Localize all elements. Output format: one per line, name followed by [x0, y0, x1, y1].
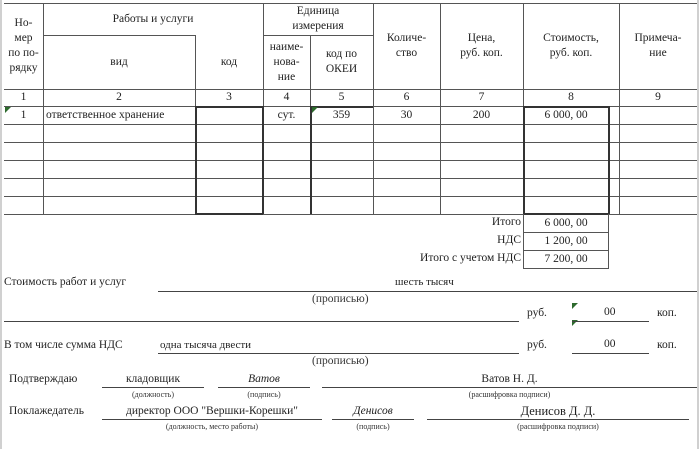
table-row[interactable]: [4, 160, 697, 178]
confirm-signature-hint: (подпись): [247, 389, 281, 399]
header-cost-line: Стоимость,: [543, 32, 599, 44]
depositor-label: Поклажедатель: [9, 405, 85, 417]
column-index: 2: [116, 91, 122, 103]
row-unit[interactable]: сут.: [277, 108, 296, 121]
header-unit-name-line: ние: [277, 70, 296, 83]
confirm-name[interactable]: Ватов Н. Д.: [481, 373, 538, 385]
table-row[interactable]: [4, 142, 697, 160]
row-price[interactable]: 200: [472, 108, 491, 121]
vat-rub-label: руб.: [527, 339, 547, 351]
header-works-type: вид: [110, 55, 128, 68]
header-unit-name-line: нова-: [273, 55, 300, 68]
cost-words-label: Стоимость работ и услуг: [4, 276, 127, 288]
page-left-edge: [0, 0, 2, 449]
header-price: [440, 3, 523, 89]
header-price-line: руб. коп.: [460, 47, 503, 59]
header-number-line: рядку: [9, 62, 38, 74]
cost-words-value[interactable]: шесть тысяч: [395, 276, 454, 288]
column-index: 7: [478, 91, 485, 103]
header-quantity-line: ство: [395, 47, 418, 59]
column-index: 4: [283, 91, 290, 103]
column-index: 6: [403, 91, 410, 103]
header-unit-group-line: измерения: [292, 20, 344, 32]
vat-kop-label: коп.: [657, 339, 677, 351]
column-index: 9: [655, 91, 661, 103]
header-price-line: Цена,: [467, 32, 496, 44]
cost-words-hint: (прописью): [312, 293, 369, 305]
row-okei[interactable]: 359: [332, 108, 351, 121]
header-note: [619, 3, 697, 89]
cost-rub-label: руб.: [527, 307, 547, 319]
confirm-label: Подтверждаю: [9, 373, 78, 385]
row-cost[interactable]: 6 000, 00: [544, 108, 588, 121]
header-cost: [523, 3, 619, 89]
header-unit-okei: [310, 35, 373, 89]
header-unit-group: [263, 3, 373, 35]
row-quantity[interactable]: 30: [400, 108, 413, 121]
vat-words-hint: (прописью): [312, 355, 369, 367]
confirm-name-hint: (расшифровка подписи): [468, 389, 551, 399]
header-unit-group-line: Единица: [296, 5, 340, 17]
vat-words-label: В том числе сумма НДС: [4, 339, 123, 351]
header-works-group: Работы и услуги: [112, 12, 194, 25]
header-number-line: по по-: [8, 47, 39, 59]
total-label: Итого: [491, 216, 521, 228]
column-index: 8: [568, 91, 574, 103]
depositor-signature[interactable]: Денисов: [353, 405, 393, 417]
header-unit-okei-line: ОКЕИ: [325, 63, 358, 75]
confirm-position-hint: (должность): [132, 389, 174, 399]
page-right-edge: [697, 0, 699, 449]
depositor-signature-hint: (подпись): [356, 421, 390, 431]
row-work-code[interactable]: [195, 106, 263, 124]
vat-label: НДС: [497, 234, 521, 246]
header-note-line: Примеча-: [634, 32, 682, 44]
depositor-position-hint: (должность, место работы): [165, 421, 259, 431]
column-index: 1: [20, 91, 27, 103]
row-note[interactable]: [619, 106, 697, 124]
depositor-name-hint: (расшифровка подписи): [517, 421, 599, 431]
header-unit-name: [263, 35, 310, 89]
cost-kop-value[interactable]: 00: [604, 306, 616, 318]
total-with-vat-label: Итого с учетом НДС: [420, 252, 521, 264]
vat-value: 1 200, 00: [544, 234, 588, 247]
header-quantity: [373, 3, 440, 89]
header-quantity-line: Количе-: [386, 32, 427, 44]
cost-kop-label: коп.: [657, 307, 677, 319]
header-unit-okei-line: код по: [325, 48, 358, 60]
depositor-name[interactable]: Денисов Д. Д.: [520, 404, 596, 418]
confirm-position[interactable]: кладовщик: [125, 373, 181, 385]
row-number[interactable]: 1: [20, 108, 27, 121]
confirm-signature[interactable]: Ватов: [248, 373, 280, 385]
header-note-line: ние: [649, 47, 667, 59]
column-index: 5: [338, 91, 345, 103]
header-works-code: код: [220, 55, 238, 68]
table-row[interactable]: [4, 178, 697, 196]
total-value: 6 000, 00: [544, 216, 588, 229]
vat-words-value[interactable]: одна тысяча двести: [160, 339, 252, 351]
header-number-line: мер: [14, 32, 33, 44]
table-row[interactable]: [4, 124, 697, 142]
depositor-position[interactable]: директор ООО "Вершки-Корешки": [126, 405, 298, 417]
vat-kop-value[interactable]: 00: [604, 338, 616, 350]
column-index: 3: [226, 91, 232, 103]
header-number-line: Но-: [14, 17, 33, 29]
row-work-type[interactable]: ответственное хранение: [46, 108, 165, 121]
total-with-vat-value: 7 200, 00: [544, 252, 588, 265]
table-row[interactable]: [4, 196, 697, 214]
header-unit-name-line: наиме-: [269, 40, 304, 53]
header-cost-line: руб. коп.: [549, 47, 593, 59]
cell-comment-marker-icon: [572, 303, 578, 309]
header-number: [4, 3, 43, 89]
